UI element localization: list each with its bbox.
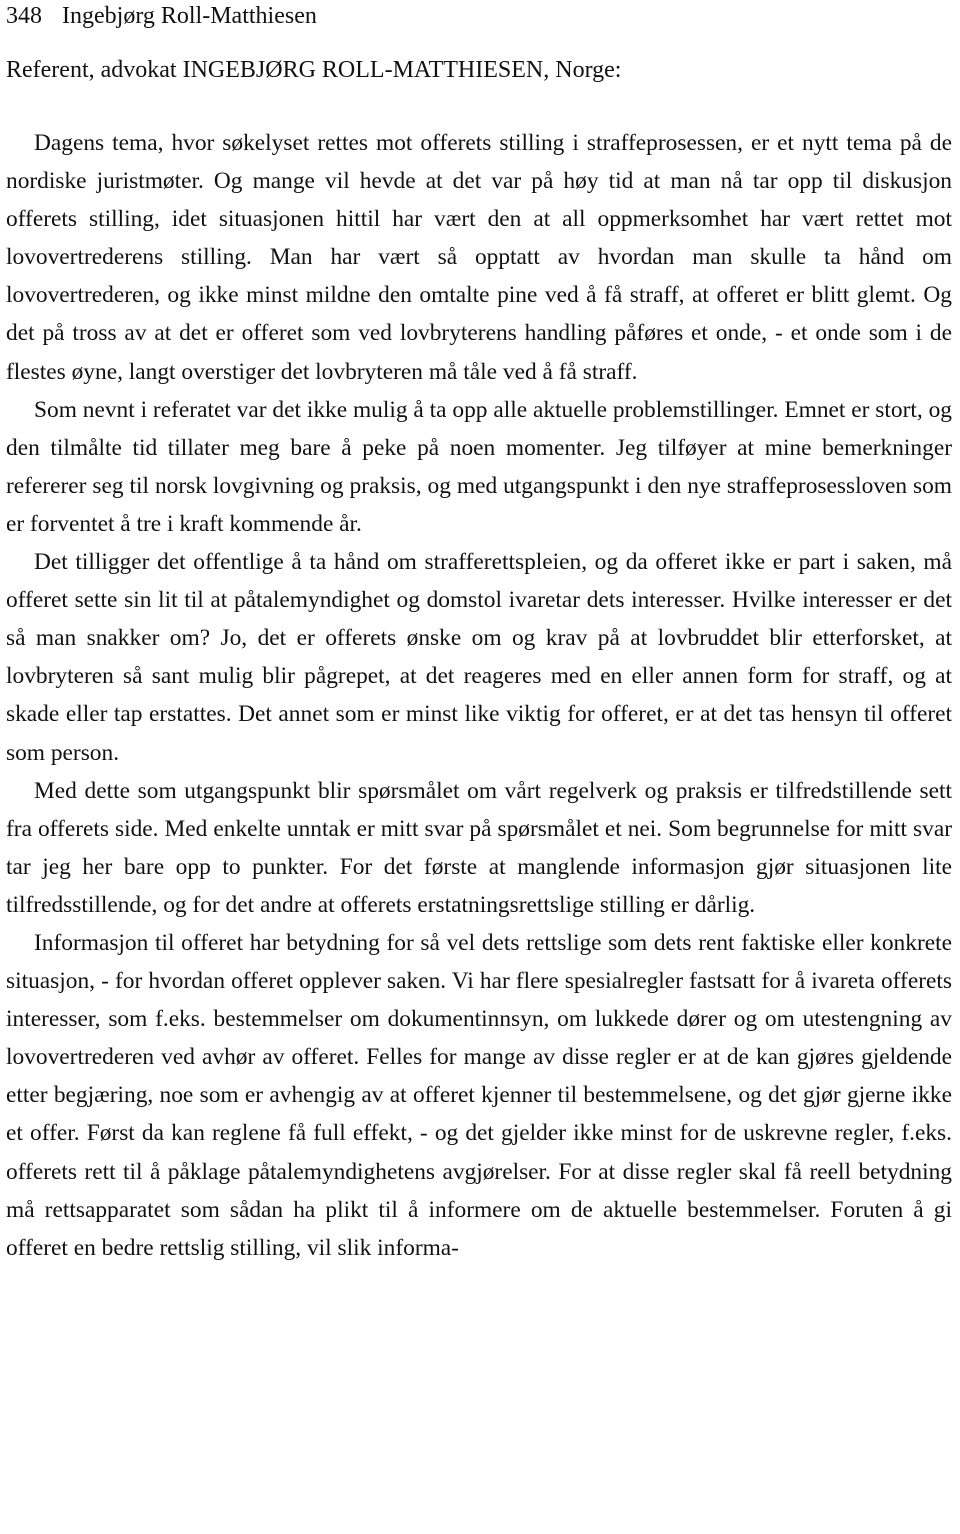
- body-text: [6, 124, 952, 1267]
- running-head-author: Ingebjørg Roll-Matthiesen: [62, 3, 317, 29]
- referent-heading: Referent, advokat INGEBJØRG ROLL-MATTHIESEN, Norge:: [6, 57, 622, 83]
- page-number: 348: [6, 3, 42, 29]
- paragraph: Dagens tema, hvor søkelyset rettes mot offerets stilling i straffeprosessen, er et nytt tema på de nordiske juristmøter. Og mange vil hevde at det var på høy tid at man nå tar opp til diskusjon offerets stilling, idet situasjonen hittil har vært den at all oppmerksomhet har vært rettet mot lovovertrederens stilling. Man har vært så opptatt av hvordan man skulle ta hånd om lovovertrederen, og ikke minst mildne den omtalte pine ved å få straff, at offeret er blitt glemt. Og det på tross av at det er offeret som ved lovbryterens handling påføres et onde, - et onde som i de flestes øyne, langt overstiger det lovbryteren må tåle ved å få straff.: [6, 130, 952, 385]
- paragraph: Det tilligger det offentlige å ta hånd om strafferettspleien, og da offeret ikke er part i saken, må offeret sette sin lit til at påtalemyndighet og domstol ivaretar dets interesser. Hvilke interesser er det så man snakker om? Jo, det er offerets ønske om og krav på at lovbruddet blir etterforsket, at lovbryteren så sant mulig blir pågrepet, at det reageres med en eller annen form for straff, og at skade eller tap erstattes. Det annet som er minst like viktig for offeret, er at det tas hensyn til offeret som person.: [6, 549, 952, 766]
- paragraph: Som nevnt i referatet var det ikke mulig å ta opp alle aktuelle problemstillinger. Emnet er stort, og den tilmålte tid tillater meg bare å peke på noen momenter. Jeg tilføyer at mine bemerkninger refererer seg til norsk lovgivning og praksis, og med utgangspunkt i den nye straffeprosessloven som er forventet å tre i kraft kommende år.: [6, 396, 952, 537]
- paragraph: Informasjon til offeret har betydning for så vel dets rettslige som dets rent faktiske eller konkrete situasjon, - for hvordan offeret opplever saken. Vi har flere spesialregler fastsatt for å ivareta offerets interesser, som f.eks. bestemmelser om dokumentinnsyn, om lukkede dører og om utestengning av lovovertrederen ved avhør av offeret. Felles for mange av disse regler er at de kan gjøres gjeldende etter begjæring, noe som er avhengig av at offeret kjenner til bestemmelsene, og det gjør gjerne ikke et offer. Først da kan reglene få full effekt, - og det gjelder ikke minst for de uskrevne regler, f.eks. offerets rett til å påklage påtalemyndighetens avgjørelser. For at disse regler skal få reell betydning må rettsapparatet som sådan ha plikt til å informere om de aktuelle bestemmelser. Foruten å gi offeret en bedre rettslig stilling, vil slik informa-: [6, 929, 952, 1261]
- paragraph: Med dette som utgangspunkt blir spørsmålet om vårt regelverk og praksis er tilfredstillende sett fra offerets side. Med enkelte unntak er mitt svar på spørsmålet et nei. Som begrunnelse for mitt svar tar jeg her bare opp to punkter. For det første at manglende informasjon gjør situasjonen lite tilfredsstillende, og for det andre at offerets erstatningsrettslige stilling er dårlig.: [6, 777, 952, 918]
- running-header: [6, 2, 317, 30]
